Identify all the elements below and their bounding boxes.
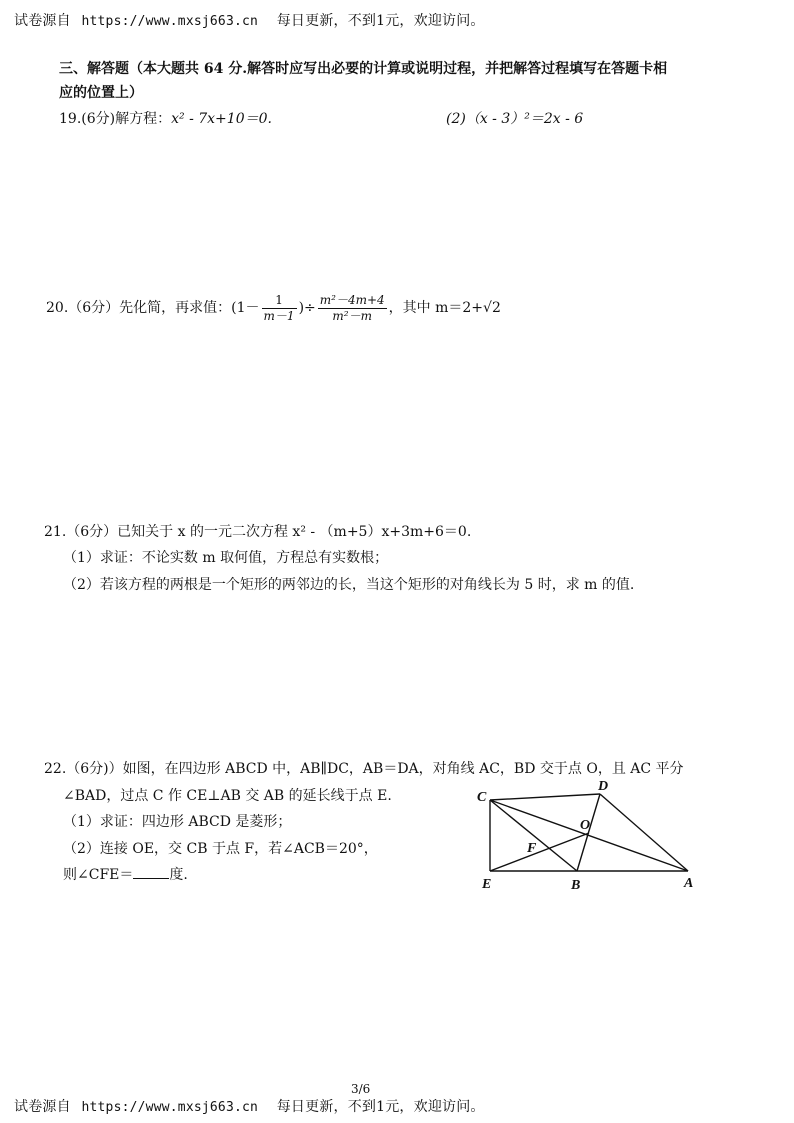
segment-ca bbox=[490, 800, 688, 871]
segment-da bbox=[600, 794, 688, 871]
q22-stem: 22.（6分)）如图，在四边形 ABCD 中，AB∥DC，AB＝DA，对角线 AC，BD 交于点 O，且 AC 平分 bbox=[44, 761, 684, 777]
footer-url[interactable]: https://www.mxsj663.cn bbox=[81, 1100, 259, 1115]
q22-part-2: （2）连接 OE，交 CB 于点 F，若∠ACB＝20°， bbox=[63, 841, 378, 857]
page-footer bbox=[14, 1096, 485, 1116]
header-promo: 每日更新，不到1元，欢迎访问。 bbox=[276, 13, 485, 29]
segment-eo bbox=[490, 833, 589, 871]
figure-label-d: D bbox=[598, 779, 609, 794]
header-source-label: 试卷源自 bbox=[14, 13, 71, 29]
figure-label-b: B bbox=[571, 878, 581, 893]
section-title-line1: 三、解答题（本大题共 64 分.解答时应写出必要的计算或说明过程，并把解答过程填写在答题卡相 bbox=[59, 61, 668, 77]
q22-part-3-suffix: 度. bbox=[169, 867, 188, 883]
figure-label-f: F bbox=[527, 841, 537, 856]
header-url[interactable]: https://www.mxsj663.cn bbox=[81, 14, 259, 29]
segment-cb bbox=[490, 800, 577, 871]
q20-fraction-2: $\frac{\text{m²－4m+4}}{\text{m²－m}}$ bbox=[319, 292, 385, 323]
q21-part-2: （2）若该方程的两根是一个矩形的两邻边的长，当这个矩形的对角线长为 5 时，求 m 的值. bbox=[63, 577, 635, 593]
segment-cd bbox=[490, 794, 600, 800]
q19-equation-1: x² - 7x+10＝0. bbox=[171, 111, 272, 127]
figure-label-o: O bbox=[580, 818, 591, 833]
question-20: 20.（6分）先化简，再求值：(1－ $\frac{1}{m-1}$ )÷ $\frac{\text{m²－4m+4}}{\text{m²－m}}$ ，其中 m＝2+√2 bbox=[46, 292, 501, 323]
q20-label: 20.（6分）先化简，再求值： bbox=[46, 300, 232, 316]
q22-answer-blank[interactable] bbox=[133, 865, 169, 879]
figure-label-e: E bbox=[482, 877, 492, 892]
footer-promo: 每日更新，不到1元，欢迎访问。 bbox=[276, 1099, 485, 1115]
figure-label-a: A bbox=[684, 876, 694, 891]
q22-line-2: ∠BAD，过点 C 作 CE⊥AB 交 AB 的延长线于点 E. bbox=[63, 788, 392, 804]
q21-part-1: （1）求证：不论实数 m 取何值，方程总有实数根； bbox=[63, 550, 389, 566]
page-header bbox=[14, 10, 485, 30]
question-19 bbox=[59, 108, 272, 128]
q19-equation-2: (2)（x - 3）²＝2x - 6 bbox=[446, 111, 584, 127]
section-title-line2: 应的位置上） bbox=[59, 85, 143, 101]
q20-condition: ，其中 m＝2+√2 bbox=[388, 300, 501, 316]
rhombus-figure bbox=[470, 776, 710, 896]
footer-source-label: 试卷源自 bbox=[14, 1099, 71, 1115]
q22-part-3-prefix: 则∠CFE＝ bbox=[63, 867, 134, 883]
q22-part-3 bbox=[63, 864, 188, 884]
q20-fraction-1: $\frac{1}{m-1}$ bbox=[263, 292, 295, 323]
q19-label: 19.(6分)解方程： bbox=[59, 111, 172, 127]
figure-label-c: C bbox=[477, 790, 487, 805]
q22-part-1: （1）求证：四边形 ABCD 是菱形； bbox=[63, 814, 292, 830]
page-number: 3/6 bbox=[351, 1082, 371, 1096]
q21-stem: 21.（6分）已知关于 x 的一元二次方程 x² - （m+5）x+3m+6＝0. bbox=[44, 524, 472, 540]
